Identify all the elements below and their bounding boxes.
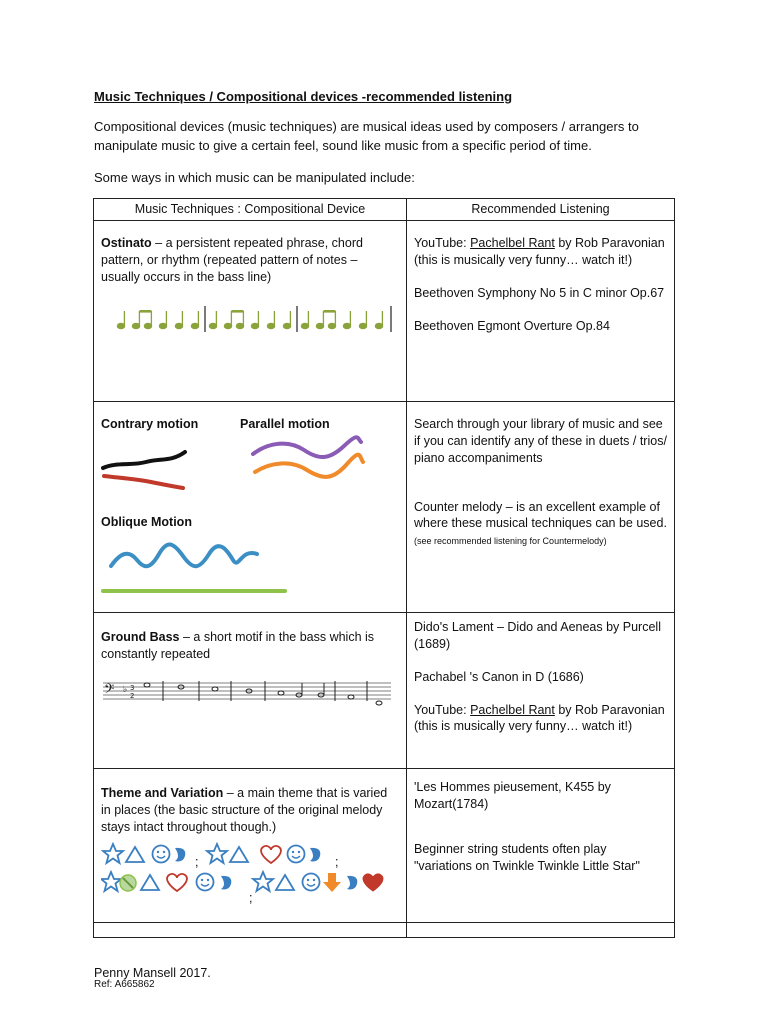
intro-list-lead: Some ways in which music can be manipulated include: bbox=[94, 170, 415, 185]
heart-icon bbox=[167, 873, 187, 890]
ground-bass-listening-cell bbox=[407, 612, 675, 768]
ostinato-listen-3: Beethoven Egmont Overture Op.84 bbox=[414, 318, 610, 333]
oblique-motion-icon bbox=[101, 534, 291, 600]
ground-bass-term: Ground Bass bbox=[101, 629, 180, 644]
smiley-icon bbox=[303, 873, 320, 890]
variation-line-2 bbox=[101, 870, 391, 896]
ground-bass-description: Ground Bass – a short motif in the bass which is constantly repeated bbox=[101, 629, 375, 661]
ostinato-term: Ostinato bbox=[101, 235, 152, 250]
theme-variation-listening-cell bbox=[407, 768, 675, 922]
oblique-motion-label: Oblique Motion bbox=[101, 514, 192, 529]
triangle-icon bbox=[276, 875, 294, 890]
svg-text:♭: ♭ bbox=[123, 684, 128, 695]
down-arrow-icon bbox=[323, 873, 341, 892]
crescent-icon bbox=[221, 875, 231, 889]
ostinato-listening-cell bbox=[407, 220, 675, 401]
theme-listen-2: Beginner string students often play "variations on Twinkle Twinkle Little Star" bbox=[414, 841, 640, 873]
star-icon bbox=[207, 844, 227, 863]
empty-cell bbox=[94, 922, 407, 937]
empty-cell bbox=[407, 922, 675, 937]
table-row bbox=[94, 220, 675, 401]
ground-bass-listen-3: YouTube: Pachelbel Rant by Rob Paravonian (this is musically very funny… watch it!) bbox=[414, 702, 665, 734]
triangle-icon bbox=[126, 847, 144, 862]
header-listening: Recommended Listening bbox=[407, 199, 675, 221]
svg-text:𝄢: 𝄢 bbox=[104, 680, 115, 700]
heart-icon bbox=[261, 845, 281, 862]
star-icon bbox=[253, 872, 273, 891]
ostinato-listen-1: YouTube: Pachelbel Rant by Rob Paravonian (this is musically very funny… watch it!) bbox=[414, 235, 665, 267]
footer-ref: Ref: A665862 bbox=[94, 979, 155, 990]
table-row bbox=[94, 768, 675, 922]
triangle-icon bbox=[230, 847, 248, 862]
footer-author: Penny Mansell 2017. bbox=[94, 966, 211, 980]
parallel-motion-label: Parallel motion bbox=[240, 416, 330, 431]
smiley-icon bbox=[153, 845, 170, 862]
theme-variation-term: Theme and Variation bbox=[101, 785, 224, 800]
ground-bass-cell bbox=[94, 612, 407, 768]
table-row bbox=[94, 401, 675, 612]
parallel-motion-icon bbox=[249, 432, 369, 492]
contrary-motion-label: Contrary motion bbox=[101, 416, 199, 431]
ostinato-cell bbox=[94, 220, 407, 401]
motion-listen-2: Counter melody – is an excellent example of where these musical techniques can be used. (see recommended listening for Countermelody) bbox=[414, 499, 667, 547]
techniques-table bbox=[93, 198, 675, 938]
pachelbel-rant-link-2[interactable]: Pachelbel Rant bbox=[470, 702, 555, 717]
ground-bass-listen-1: Dido's Lament – Dido and Aeneas by Purcell (1689) bbox=[414, 619, 661, 651]
star-icon bbox=[103, 844, 123, 863]
ground-bass-listen-2: Pachabel 's Canon in D (1686) bbox=[414, 669, 584, 684]
table-row bbox=[94, 922, 675, 937]
ostinato-description: Ostinato – a persistent repeated phrase, chord pattern, or rhythm (repeated pattern of notes – usually occurs in the bass line) bbox=[101, 235, 363, 284]
variation-symbols bbox=[101, 840, 399, 905]
separator: ; bbox=[335, 854, 339, 869]
svg-text:2: 2 bbox=[130, 691, 135, 700]
motion-listening-cell bbox=[407, 401, 675, 612]
variation-line-1 bbox=[101, 842, 391, 868]
crescent-icon bbox=[347, 875, 357, 889]
smiley-icon bbox=[288, 845, 305, 862]
heart-icon bbox=[363, 873, 383, 890]
ostinato-listen-2: Beethoven Symphony No 5 in C minor Op.67 bbox=[414, 285, 665, 300]
svg-text:3: 3 bbox=[130, 683, 135, 692]
star-icon bbox=[101, 872, 121, 891]
motion-cell bbox=[94, 401, 407, 612]
ostinato-rhythm-icon bbox=[115, 298, 401, 338]
triangle-icon bbox=[141, 875, 159, 890]
intro-paragraph: Compositional devices (music techniques) are musical ideas used by composers / arrangers to manipulate music to give a certain feel, sound like music from a specific period of time. bbox=[94, 119, 639, 153]
table-row bbox=[94, 612, 675, 768]
header-device: Music Techniques : Compositional Device bbox=[94, 199, 407, 221]
crescent-icon bbox=[175, 847, 185, 861]
theme-listen-1: 'Les Hommes pieusement, K455 by Mozart(1784) bbox=[414, 779, 611, 811]
bass-staff-icon bbox=[101, 677, 393, 707]
separator: ; bbox=[249, 890, 253, 905]
pachelbel-rant-link[interactable]: Pachelbel Rant bbox=[470, 235, 555, 250]
motion-listen-1: Search through your library of music and see if you can identify any of these in duets / trios/ piano accompaniments bbox=[414, 416, 667, 465]
theme-variation-description: Theme and Variation – a main theme that is varied in places (the basic structure of the original melody stays intact throughout though.) bbox=[101, 785, 388, 834]
contrary-motion-icon bbox=[101, 442, 191, 494]
separator: ; bbox=[195, 854, 199, 869]
page-title: Music Techniques / Compositional devices -recommended listening bbox=[94, 89, 513, 104]
crescent-icon bbox=[310, 847, 320, 861]
smiley-icon bbox=[197, 873, 214, 890]
theme-variation-cell bbox=[94, 768, 407, 922]
